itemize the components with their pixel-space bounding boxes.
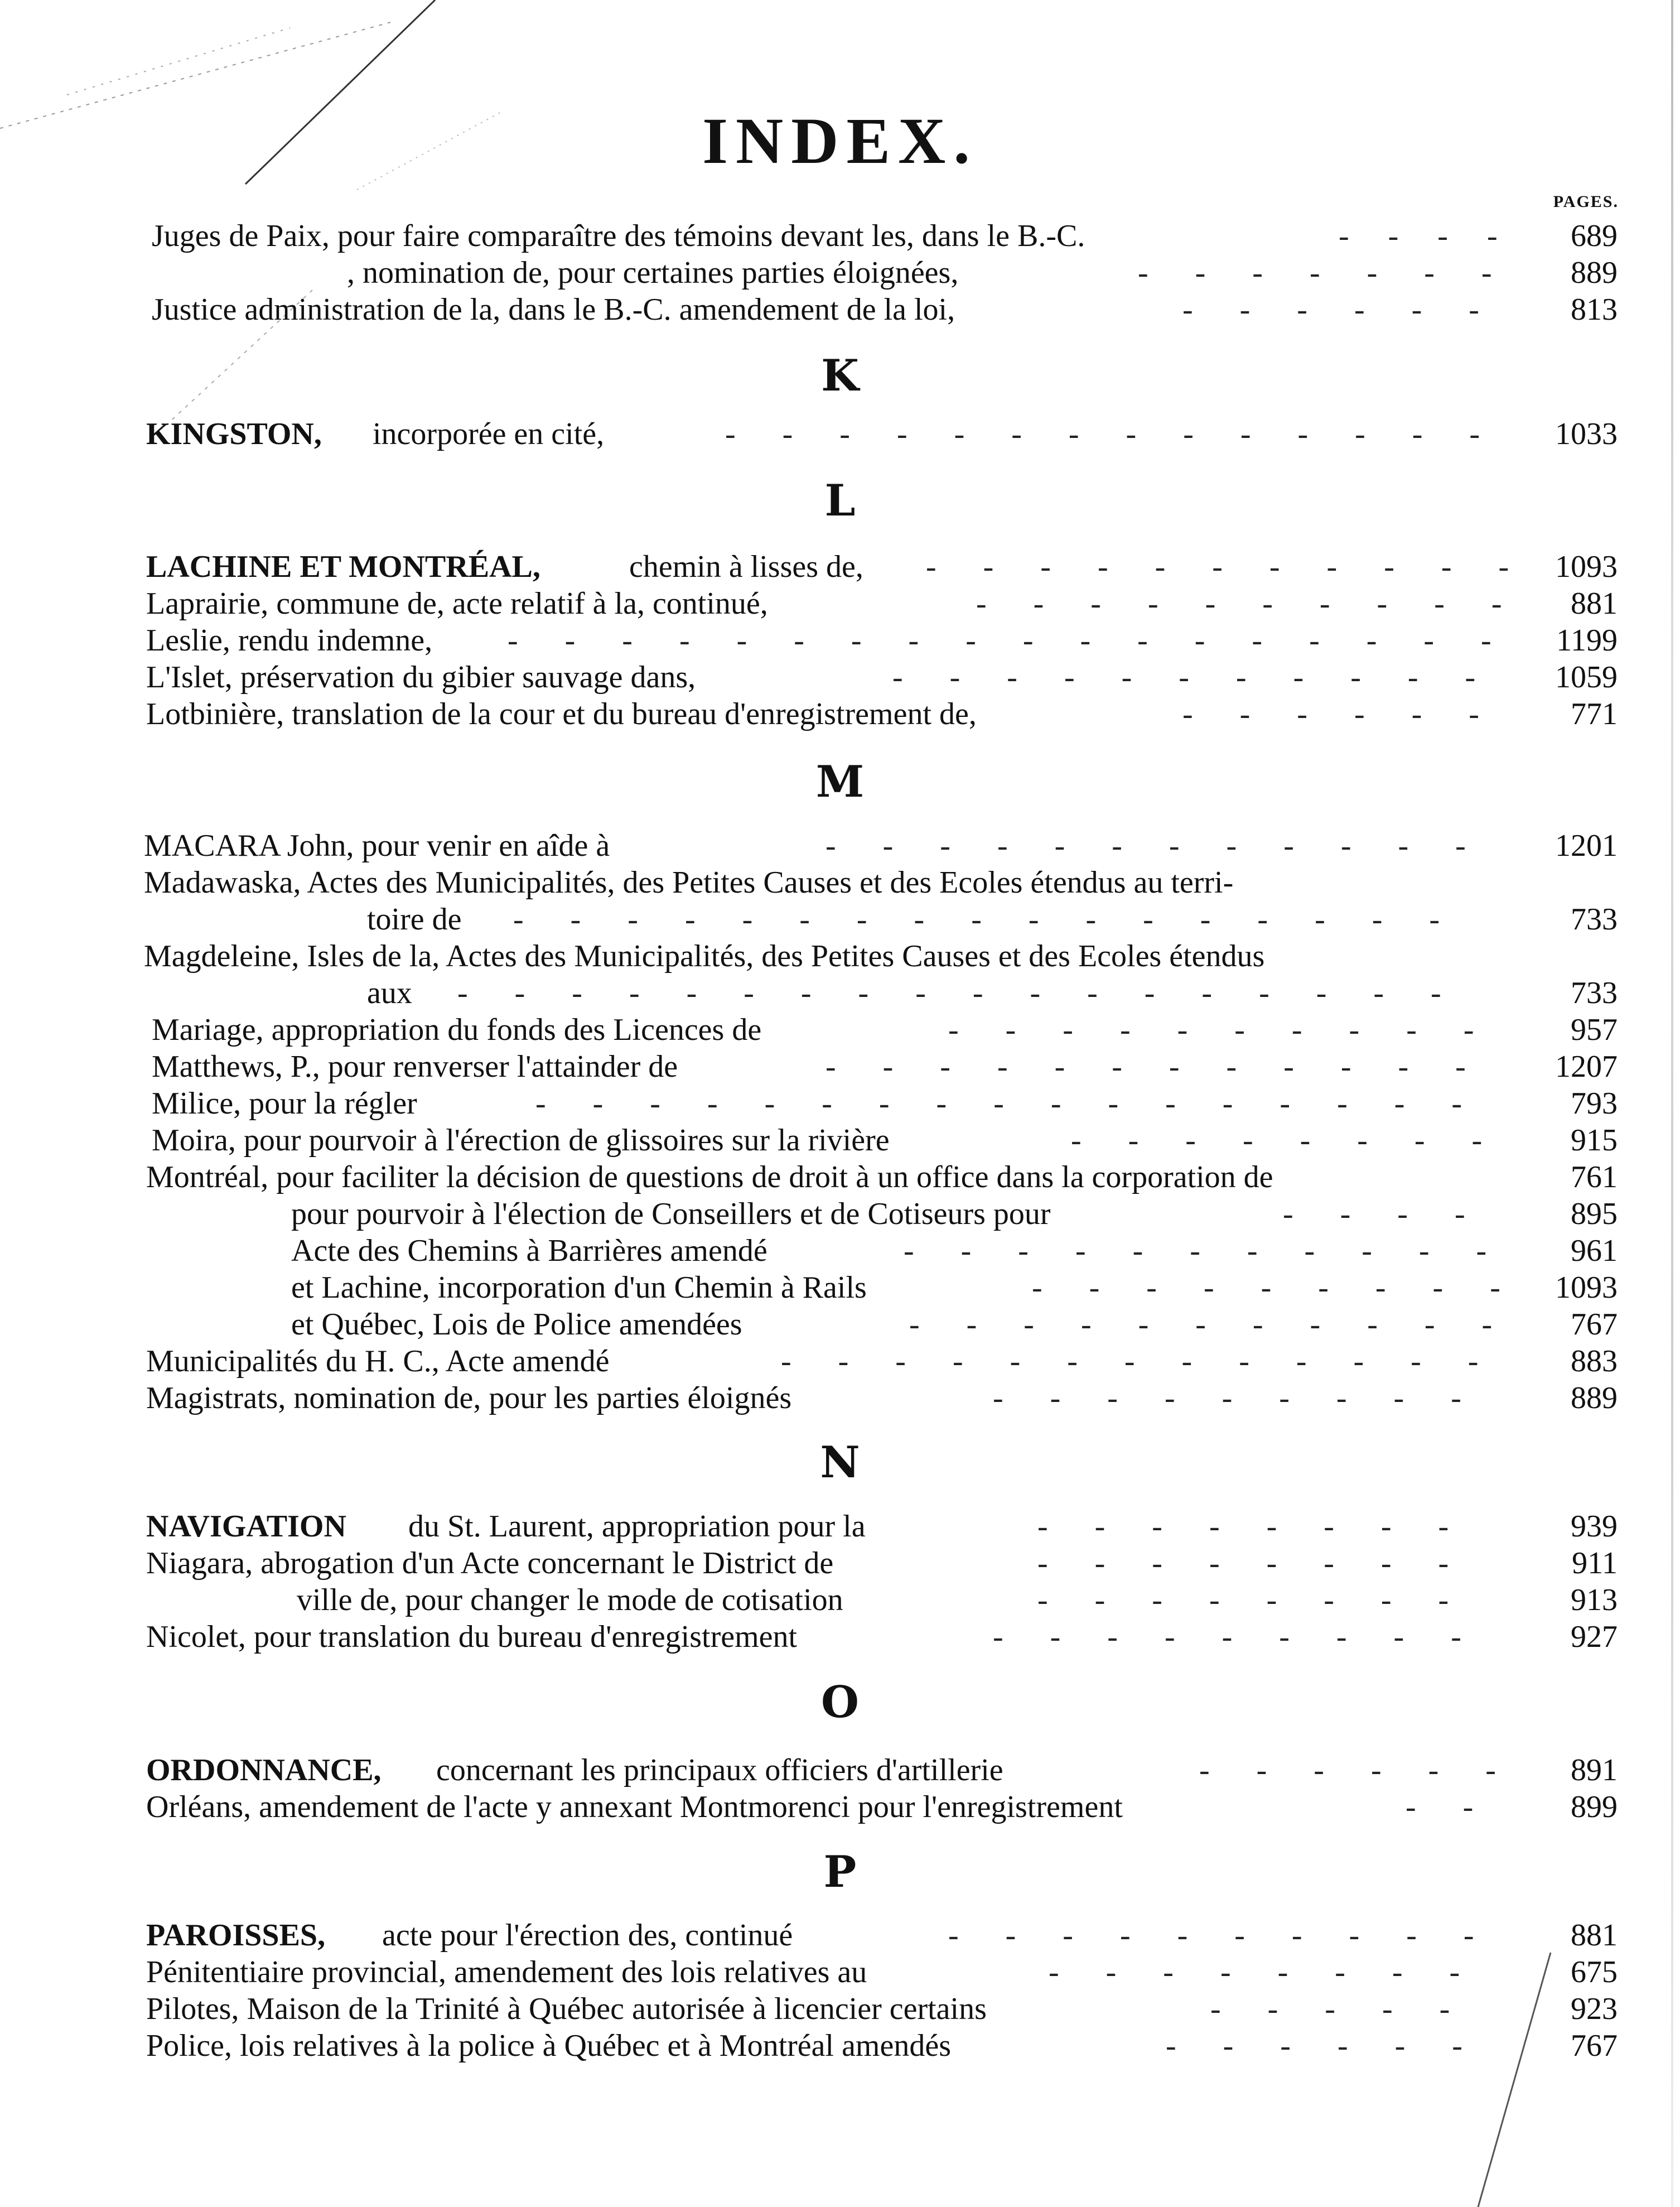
index-row (0, 548, 1680, 585)
page-number: 913 (1571, 1583, 1618, 1617)
index-row (0, 218, 1680, 254)
page-number: 961 (1571, 1233, 1618, 1268)
page-number: 1093 (1555, 550, 1618, 584)
page-number: 1033 (1555, 417, 1618, 451)
index-row (0, 864, 1680, 901)
entry-text: Juges de Paix, pour faire comparaître des témoins devant les, dans le B.-C. (152, 219, 1085, 253)
entry-text: Moira, pour pourvoir à l'érection de glissoires sur la rivière (152, 1123, 890, 1158)
page-number: 889 (1571, 1381, 1618, 1415)
page-number: 957 (1571, 1013, 1618, 1047)
entry-text: toire de (367, 902, 462, 937)
index-row (0, 901, 1680, 938)
entry-text: Milice, pour la régler (152, 1086, 417, 1121)
index-row (0, 1269, 1680, 1306)
entry-heading: LACHINE ET MONTRÉAL, (146, 550, 540, 584)
entry-text: MACARA John, pour venir en aîde à (144, 828, 610, 863)
index-row (0, 416, 1680, 452)
page-number: 675 (1571, 1955, 1618, 1989)
leader-dots: - - - - - (1210, 1992, 1450, 2026)
page-number: 891 (1571, 1753, 1618, 1787)
index-row (0, 622, 1680, 659)
leader-dots: - - - - - - - - (1037, 1583, 1449, 1617)
entry-text: Magdeleine, Isles de la, Actes des Municipalités, des Petites Causes et des Ecoles étendus (144, 939, 1265, 974)
index-row (0, 1917, 1680, 1954)
entry-heading: NAVIGATION (146, 1509, 346, 1544)
entry-text: Matthews, P., pour renverser l'attainder de (152, 1049, 678, 1084)
entry-text: acte pour l'érection des, continué (382, 1918, 793, 1953)
index-row (0, 291, 1680, 328)
leader-dots: - - - - - - - - - - - - - - - - - (535, 1086, 1462, 1121)
leader-dots: - - - - - - (1182, 292, 1479, 327)
entry-text: Nicolet, pour translation du bureau d'enregistrement (146, 1620, 798, 1654)
index-row (0, 975, 1680, 1011)
leader-dots: - - - - - - - - - - - - - - - - - (513, 902, 1440, 937)
leader-dots: - - - - - - - - - - - (904, 1233, 1487, 1268)
leader-dots: - - - - (1283, 1197, 1465, 1231)
index-row (0, 1582, 1680, 1618)
index-row (0, 1122, 1680, 1159)
index-row (0, 1196, 1680, 1232)
index-row (0, 1380, 1680, 1416)
page-title: INDEX. (702, 104, 978, 177)
leader-dots: - - (1406, 1790, 1474, 1824)
entry-text: concernant les principaux officiers d'artillerie (436, 1753, 1003, 1787)
leader-dots: - - - - - - - - - - (948, 1013, 1474, 1047)
page-number: 733 (1571, 902, 1618, 937)
section-letter-k: K (821, 350, 859, 401)
leader-dots: - - - - - - - - - - - (892, 660, 1476, 695)
leader-dots: - - - - - - (1166, 2028, 1462, 2063)
page-number: 1201 (1555, 828, 1618, 863)
pages-column-header: PAGES. (1553, 192, 1619, 211)
leader-dots: - - - - - - - - (1071, 1123, 1483, 1158)
leader-dots: - - - - - - - - - - (948, 1918, 1474, 1953)
entry-text: Lotbinière, translation de la cour et du bureau d'enregistrement de, (146, 697, 977, 731)
index-row (0, 1545, 1680, 1582)
leader-dots: - - - - - - - - - - - - (825, 828, 1466, 863)
page-number: 689 (1571, 219, 1618, 253)
page-number: 911 (1572, 1546, 1618, 1580)
index-row (0, 254, 1680, 291)
index-row (0, 1954, 1680, 1991)
page-number: 761 (1571, 1160, 1618, 1194)
leader-dots: - - - - - - - - - - - - - - (725, 417, 1480, 451)
leader-dots: - - - - - - - - - (1032, 1270, 1500, 1305)
leader-dots: - - - - - - - - - (993, 1381, 1461, 1415)
entry-text: Madawaska, Actes des Municipalités, des Petites Causes et des Ecoles étendus au terri- (144, 865, 1234, 900)
leader-dots: - - - - - - (1199, 1753, 1496, 1787)
leader-dots: - - - - - - - - (1037, 1509, 1449, 1544)
index-row (0, 1508, 1680, 1545)
leader-dots: - - - - - - - - - - - - - - - - - - (508, 623, 1491, 658)
page-number: 939 (1571, 1509, 1618, 1544)
page-number: 899 (1571, 1790, 1618, 1824)
leader-dots: - - - - - - (1182, 697, 1479, 731)
entry-text: Mariage, appropriation du fonds des Licences de (152, 1013, 762, 1047)
leader-dots: - - - - - - - - - - - (926, 550, 1509, 584)
entry-text: Acte des Chemins à Barrières amendé (291, 1233, 767, 1268)
entry-text: et Québec, Lois de Police amendées (291, 1307, 742, 1342)
page-number: 1093 (1555, 1270, 1618, 1305)
index-row (0, 1011, 1680, 1048)
page-number: 915 (1571, 1123, 1618, 1158)
page-number: 771 (1571, 697, 1618, 731)
entry-text: incorporée en cité, (373, 417, 605, 451)
leader-dots: - - - - - - - - - - - (909, 1307, 1493, 1342)
index-row (0, 2027, 1680, 2064)
entry-text: , nomination de, pour certaines parties éloignées, (347, 256, 959, 290)
entry-text: Police, lois relatives à la police à Québec et à Montréal amendés (146, 2028, 951, 2063)
leader-dots: - - - - - - - - (1049, 1955, 1460, 1989)
entry-text: ville de, pour changer le mode de cotisation (297, 1583, 843, 1617)
page-number: 793 (1571, 1086, 1618, 1121)
entry-text: chemin à lisses de, (629, 550, 863, 584)
section-letter-n: N (820, 1437, 860, 1488)
index-row (0, 1232, 1680, 1269)
index-row (0, 585, 1680, 622)
leader-dots: - - - - - - - - - - - - - - - - - - (457, 976, 1441, 1010)
page-number: 927 (1571, 1620, 1618, 1654)
index-row (0, 1048, 1680, 1085)
leader-dots: - - - - - - - - - - (976, 586, 1502, 621)
index-row (0, 1991, 1680, 2027)
page-number: 883 (1571, 1344, 1618, 1379)
page-number: 1207 (1555, 1049, 1618, 1084)
entry-heading: ORDONNANCE, (146, 1753, 382, 1787)
section-letter-m: M (815, 756, 865, 807)
entry-text: du St. Laurent, appropriation pour la (408, 1509, 866, 1544)
entry-text: Justice administration de la, dans le B.-C. amendement de la loi, (152, 292, 955, 327)
page-number: 733 (1571, 976, 1618, 1010)
page-number: 923 (1571, 1992, 1618, 2026)
page-number: 881 (1571, 1918, 1618, 1953)
index-row (0, 938, 1680, 975)
section-letter-p: P (823, 1847, 857, 1897)
entry-text: aux (367, 976, 412, 1010)
section-letter-l: L (824, 475, 856, 526)
entry-text: L'Islet, préservation du gibier sauvage dans, (146, 660, 696, 695)
index-row (0, 1306, 1680, 1343)
entry-text: pour pourvoir à l'élection de Conseillers et de Cotiseurs pour (291, 1197, 1051, 1231)
entry-text: Leslie, rendu indemne, (146, 623, 433, 658)
entry-text: Montréal, pour faciliter la décision de questions de droit à un office dans la corporation de (146, 1160, 1273, 1194)
index-row (0, 696, 1680, 733)
index-row (0, 1159, 1680, 1196)
leader-dots: - - - - (1339, 219, 1498, 253)
entry-text: Niagara, abrogation d'un Acte concernant le District de (146, 1546, 834, 1580)
page-number: 767 (1571, 1307, 1618, 1342)
entry-text: Laprairie, commune de, acte relatif à la, continué, (146, 586, 768, 621)
page-number: 895 (1571, 1197, 1618, 1231)
index-row (0, 1343, 1680, 1380)
page-number: 1059 (1555, 660, 1618, 695)
index-row (0, 1752, 1680, 1789)
entry-text: Pénitentiaire provincial, amendement des lois relatives au (146, 1955, 867, 1989)
page-number: 1199 (1556, 623, 1618, 658)
leader-dots: - - - - - - - - - - - - - (781, 1344, 1479, 1379)
leader-dots: - - - - - - - (1138, 256, 1492, 290)
entry-heading: KINGSTON, (146, 417, 322, 451)
entry-text: Orléans, amendement de l'acte y annexant Montmorenci pour l'enregistrement (146, 1790, 1123, 1824)
index-row (0, 659, 1680, 696)
page-number: 889 (1571, 256, 1618, 290)
leader-dots: - - - - - - - - (1037, 1546, 1449, 1580)
page-number: 881 (1571, 586, 1618, 621)
page-number: 767 (1571, 2028, 1618, 2063)
entry-text: et Lachine, incorporation d'un Chemin à Rails (291, 1270, 867, 1305)
index-row (0, 827, 1680, 864)
entry-text: Magistrats, nomination de, pour les parties éloignés (146, 1381, 792, 1415)
page-number: 813 (1571, 292, 1618, 327)
section-letter-o: O (821, 1677, 859, 1728)
leader-dots: - - - - - - - - - - - - (825, 1049, 1466, 1084)
index-row (0, 1085, 1680, 1122)
index-row (0, 1618, 1680, 1655)
entry-heading: PAROISSES, (146, 1918, 326, 1953)
entry-text: Municipalités du H. C., Acte amendé (146, 1344, 610, 1379)
entry-text: Pilotes, Maison de la Trinité à Québec autorisée à licencier certains (146, 1992, 987, 2026)
index-row (0, 1789, 1680, 1825)
leader-dots: - - - - - - - - - (993, 1620, 1461, 1654)
